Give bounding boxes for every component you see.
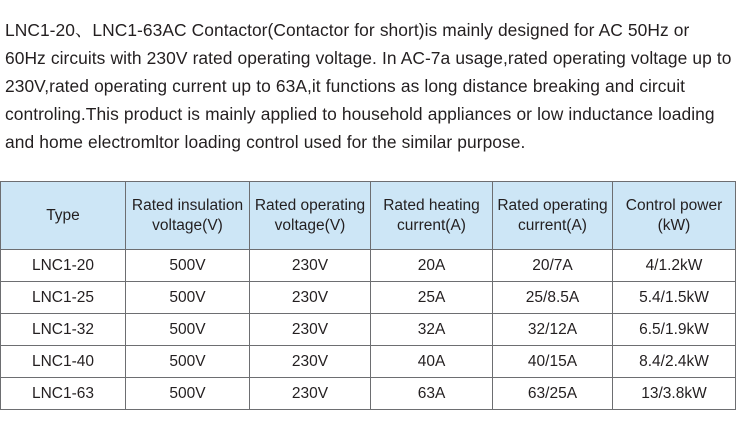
cell-operating-current: 20/7A <box>493 250 613 282</box>
header-row <box>1 182 736 250</box>
cell-control-power: 5.4/1.5kW <box>613 282 736 314</box>
cell-operating-voltage: 230V <box>250 314 371 346</box>
cell-type: LNC1-63 <box>1 378 126 410</box>
intro-line: 230V,rated operating current up to 63A,it functions as long distance breaking and circuit <box>5 76 686 96</box>
cell-operating-voltage: 230V <box>250 378 371 410</box>
table-row <box>1 282 736 314</box>
header-type <box>1 182 126 250</box>
cell-control-power: 13/3.8kW <box>613 378 736 410</box>
header-label: current(A) <box>518 216 587 234</box>
spec-table-body <box>1 250 736 410</box>
header-rated-insulation-voltage <box>126 182 250 250</box>
table-row <box>1 250 736 282</box>
header-label: Control power <box>625 196 723 214</box>
header-label: Rated insulation <box>131 196 244 214</box>
cell-control-power: 4/1.2kW <box>613 250 736 282</box>
header-rated-operating-voltage <box>250 182 371 250</box>
cell-heating-current: 40A <box>371 346 493 378</box>
cell-operating-voltage: 230V <box>250 282 371 314</box>
cell-insulation-voltage: 500V <box>126 378 250 410</box>
cell-heating-current: 20A <box>371 250 493 282</box>
cell-heating-current: 63A <box>371 378 493 410</box>
header-label: (kW) <box>657 216 691 234</box>
header-label: current(A) <box>397 216 466 234</box>
spec-table-header <box>1 182 736 250</box>
cell-insulation-voltage: 500V <box>126 314 250 346</box>
header-label: Rated operating <box>497 196 608 214</box>
header-label: Rated operating <box>254 196 366 214</box>
cell-type: LNC1-25 <box>1 282 126 314</box>
cell-heating-current: 32A <box>371 314 493 346</box>
header-rated-operating-current <box>493 182 613 250</box>
spec-table <box>0 181 736 410</box>
table-row <box>1 378 736 410</box>
intro-line: and home electromltor loading control used for the similar purpose. <box>5 132 526 152</box>
cell-operating-current: 25/8.5A <box>493 282 613 314</box>
intro-line: controling.This product is mainly applied to household appliances or low inductance loading <box>5 104 715 124</box>
cell-type: LNC1-20 <box>1 250 126 282</box>
cell-control-power: 6.5/1.9kW <box>613 314 736 346</box>
cell-operating-voltage: 230V <box>250 250 371 282</box>
cell-type: LNC1-40 <box>1 346 126 378</box>
header-rated-heating-current <box>371 182 493 250</box>
cell-control-power: 8.4/2.4kW <box>613 346 736 378</box>
intro-line: LNC1-20、LNC1-63AC Contactor(Contactor for short)is mainly designed for AC 50Hz or <box>5 20 690 40</box>
cell-type: LNC1-32 <box>1 314 126 346</box>
cell-insulation-voltage: 500V <box>126 346 250 378</box>
cell-operating-voltage: 230V <box>250 346 371 378</box>
intro-line: 60Hz circuits with 230V rated operating voltage. In AC-7a usage,rated operating voltage up to <box>5 48 732 68</box>
cell-operating-current: 32/12A <box>493 314 613 346</box>
intro-paragraph <box>5 16 745 156</box>
header-label: voltage(V) <box>152 216 223 234</box>
header-label: Type <box>46 206 80 224</box>
header-label: Rated heating <box>383 196 480 214</box>
cell-operating-current: 63/25A <box>493 378 613 410</box>
table-row <box>1 314 736 346</box>
table-row <box>1 346 736 378</box>
cell-operating-current: 40/15A <box>493 346 613 378</box>
cell-insulation-voltage: 500V <box>126 282 250 314</box>
header-control-power <box>613 182 736 250</box>
header-label: voltage(V) <box>274 216 346 234</box>
cell-insulation-voltage: 500V <box>126 250 250 282</box>
cell-heating-current: 25A <box>371 282 493 314</box>
